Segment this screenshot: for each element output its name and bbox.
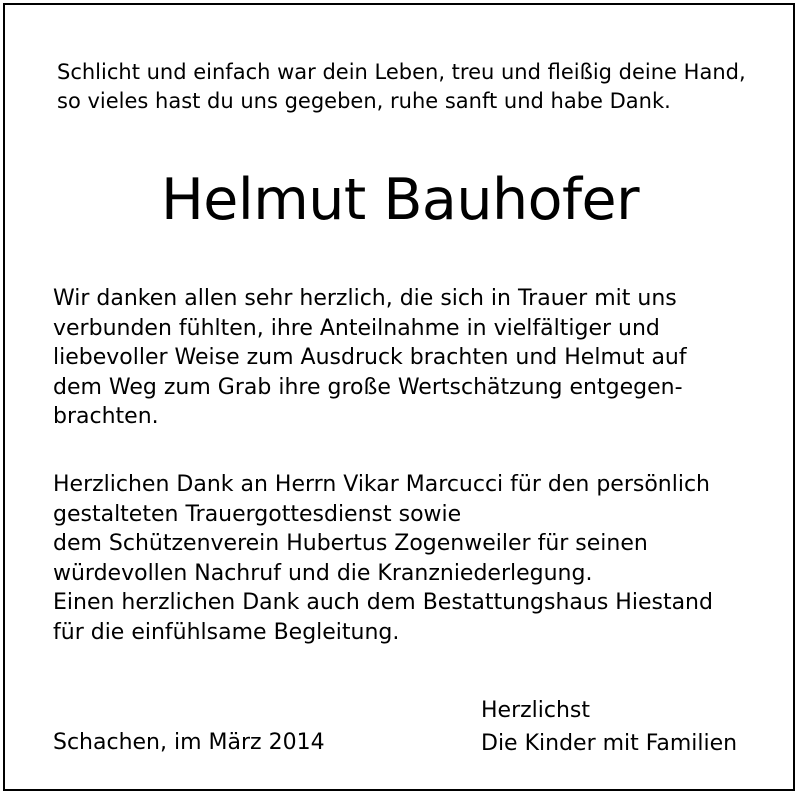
paragraph-line: dem Weg zum Grab ihre große Wertschätzung entgegen- — [53, 374, 683, 400]
paragraph-line: Herzlichen Dank an Herrn Vikar Marcucci für den persönlich — [53, 472, 711, 497]
paragraph-line: gestalteten Trauergottesdienst sowie — [53, 501, 462, 527]
paragraph-line: Wir danken allen sehr herzlich, die sich in Trauer mit uns — [53, 286, 677, 311]
paragraph-line: für die einfühlsame Begleitung. — [53, 619, 400, 645]
special-thanks-paragraph — [53, 470, 773, 647]
paragraph-line: brachten. — [53, 404, 159, 429]
paragraph-line: liebevoller Weise zum Ausdruck brachten und Helmut auf — [53, 345, 687, 370]
deceased-name: Helmut Bauhofer — [160, 167, 640, 233]
poem-verse — [57, 58, 777, 116]
paragraph-line: verbunden fühlten, ihre Anteilnahme in vielfältiger und — [53, 315, 660, 341]
thanks-paragraph — [53, 284, 773, 432]
place-and-date: Schachen, im März 2014 — [53, 730, 325, 755]
closing-signature — [481, 694, 737, 760]
poem-line: so vieles hast du uns gegeben, ruhe sanft und habe Dank. — [57, 89, 671, 113]
signatories: Die Kinder mit Familien — [481, 731, 738, 756]
paragraph-line: Einen herzlichen Dank auch dem Bestattungshaus Hiestand — [53, 590, 713, 615]
closing-greeting: Herzlichst — [481, 698, 591, 723]
paragraph-line: dem Schützenverein Hubertus Zogenweiler für seinen — [53, 531, 648, 556]
paragraph-line: würdevollen Nachruf und die Kranzniederlegung. — [53, 560, 593, 586]
poem-line: Schlicht und einfach war dein Leben, treu und fleißig deine Hand, — [57, 60, 746, 84]
